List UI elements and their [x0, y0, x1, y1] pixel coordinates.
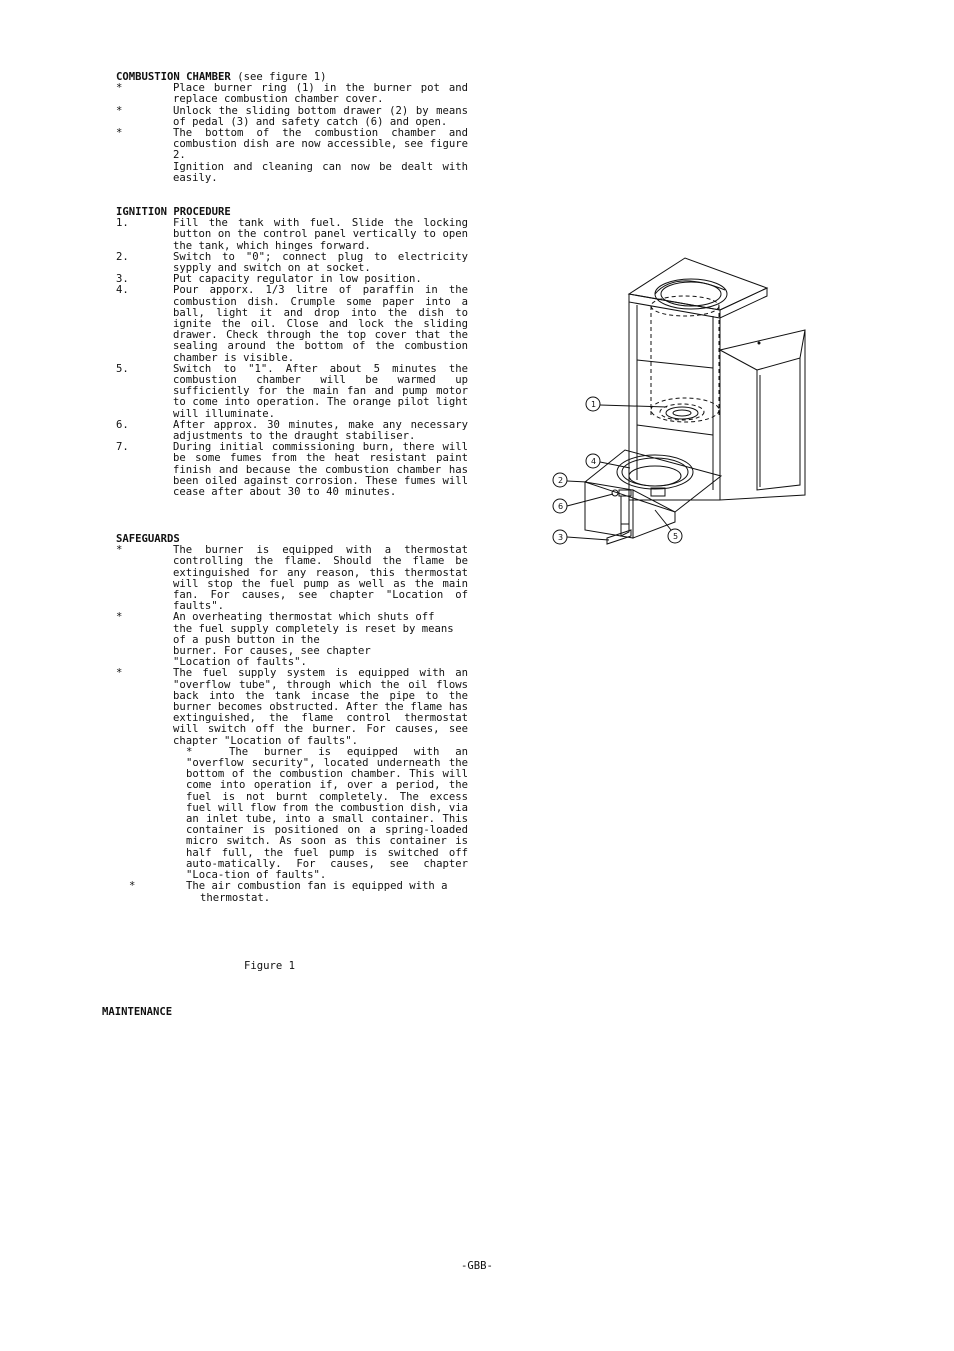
cabinet-top: [629, 258, 767, 318]
ignition-step: 5. Switch to "1". After about 5 minutes the combustion chamber will be warmed up sufficiently for the main fan and pump motor to come into operation. The orange pilot light will illuminate.: [116, 362, 468, 420]
callout-1: [586, 397, 600, 411]
ignition-step: 1. Fill the tank with fuel. Slide the locking button on the control panel vertically to open the tank, which hinges forward.: [116, 217, 468, 252]
burner-ring: [666, 407, 698, 419]
page-number: -GBB-: [461, 1260, 493, 1272]
svg-text:6: 6: [558, 502, 564, 511]
svg-text:2: 2: [558, 476, 564, 485]
callout-6: [553, 499, 567, 513]
safeguard-item: * The burner is equipped with a thermostat controlling the flame. Should the flame be extinguished for any reason, this thermostat will stop the fuel pump as well as the main fan. For causes, see chapter "Location of faults".: [116, 544, 468, 613]
ignition-step: 6. After approx. 30 minutes, make any necessary adjustments to the draught stabiliser.: [116, 418, 468, 443]
combustion-item: * Place burner ring (1) in the burner pot and replace combustion chamber cover.: [116, 82, 468, 106]
safeguard-last-item: * The air combustion fan is equipped with a thermostat.: [129, 880, 448, 904]
callout-3: [553, 530, 567, 544]
safeguards-section: [116, 534, 468, 904]
ignition-heading: IGNITION PROCEDURE: [116, 206, 231, 218]
safeguard-subitem: * The burner is equipped with an "overflow security", located underneath the bottom of the combustion chamber. This will come into operation if, over a period, the fuel is not burnt completely. The excess fuel will flow from the combustion dish, via an inlet tube, into a small container. This container is positioned on a spring-loaded micro switch. As soon as this container is half full, the fuel pump is switched off auto-matically. For causes, see chapter "Loca-tion of faults".: [186, 745, 468, 882]
callout-4: [586, 454, 600, 468]
side-unit: [720, 330, 805, 500]
ignition-step: 3. Put capacity regulator in low position.: [116, 273, 422, 286]
safeguards-heading: SAFEGUARDS: [116, 533, 180, 545]
callout-lines: [567, 405, 671, 540]
svg-text:5: 5: [673, 532, 679, 541]
combustion-chamber-dashed: [651, 296, 719, 422]
figure-caption: Figure 1: [244, 960, 296, 972]
ignition-step: 4. Pour apporx. 1/3 litre of paraffin in the combustion dish. Crumple some paper into a ball, light it and drop into the dish to ignite the oil. Close and lock the sliding drawer. Check through the top cover that the sealing around the bottom of the combustion chamber is visible.: [116, 284, 468, 364]
figure-1-drawing: [545, 250, 815, 555]
ignition-step: 7. During initial commissioning burn, there will be some fumes from the heat resistant paint finish and because the combustion chamber has been oiled against corrosion. These fumes will cease after about 30 to 40 minutes.: [116, 441, 468, 499]
ignition-section: [116, 207, 468, 498]
safeguard-item: * An overheating thermostat which shuts off the fuel supply completely is reset by means of a push button in the burner. For causes, see chapter "Location of faults".: [116, 611, 454, 669]
combustion-item: Ignition and cleaning can now be dealt with easily.: [173, 160, 468, 184]
callout-2: [553, 473, 567, 487]
safeguard-item: * The fuel supply system is equipped with an "overflow tube", through which the oil flows back into the tank incase the pipe to the burner becomes obstructed. After the flame has extinguished, the flame control thermostat will switch off the burner. For causes, see chapter "Location of faults".: [116, 667, 468, 747]
ignition-step: 2. Switch to "0"; connect plug to electricity sypply and switch on at socket.: [116, 250, 468, 275]
combustion-section: [116, 72, 468, 184]
maintenance-heading: MAINTENANCE: [102, 1006, 173, 1018]
combustion-heading-suffix: (see figure 1): [230, 71, 327, 83]
combustion-item: * The bottom of the combustion chamber and combustion dish are now accessible, see figure 2.: [116, 127, 468, 162]
svg-text:3: 3: [558, 533, 564, 542]
combustion-item: * Unlock the sliding bottom drawer (2) by means of pedal (3) and safety catch (6) and open.: [116, 104, 468, 128]
svg-text:4: 4: [591, 457, 597, 466]
callout-5: [668, 529, 682, 543]
svg-text:1: 1: [591, 400, 597, 409]
combustion-heading: COMBUSTION CHAMBER: [116, 71, 231, 83]
